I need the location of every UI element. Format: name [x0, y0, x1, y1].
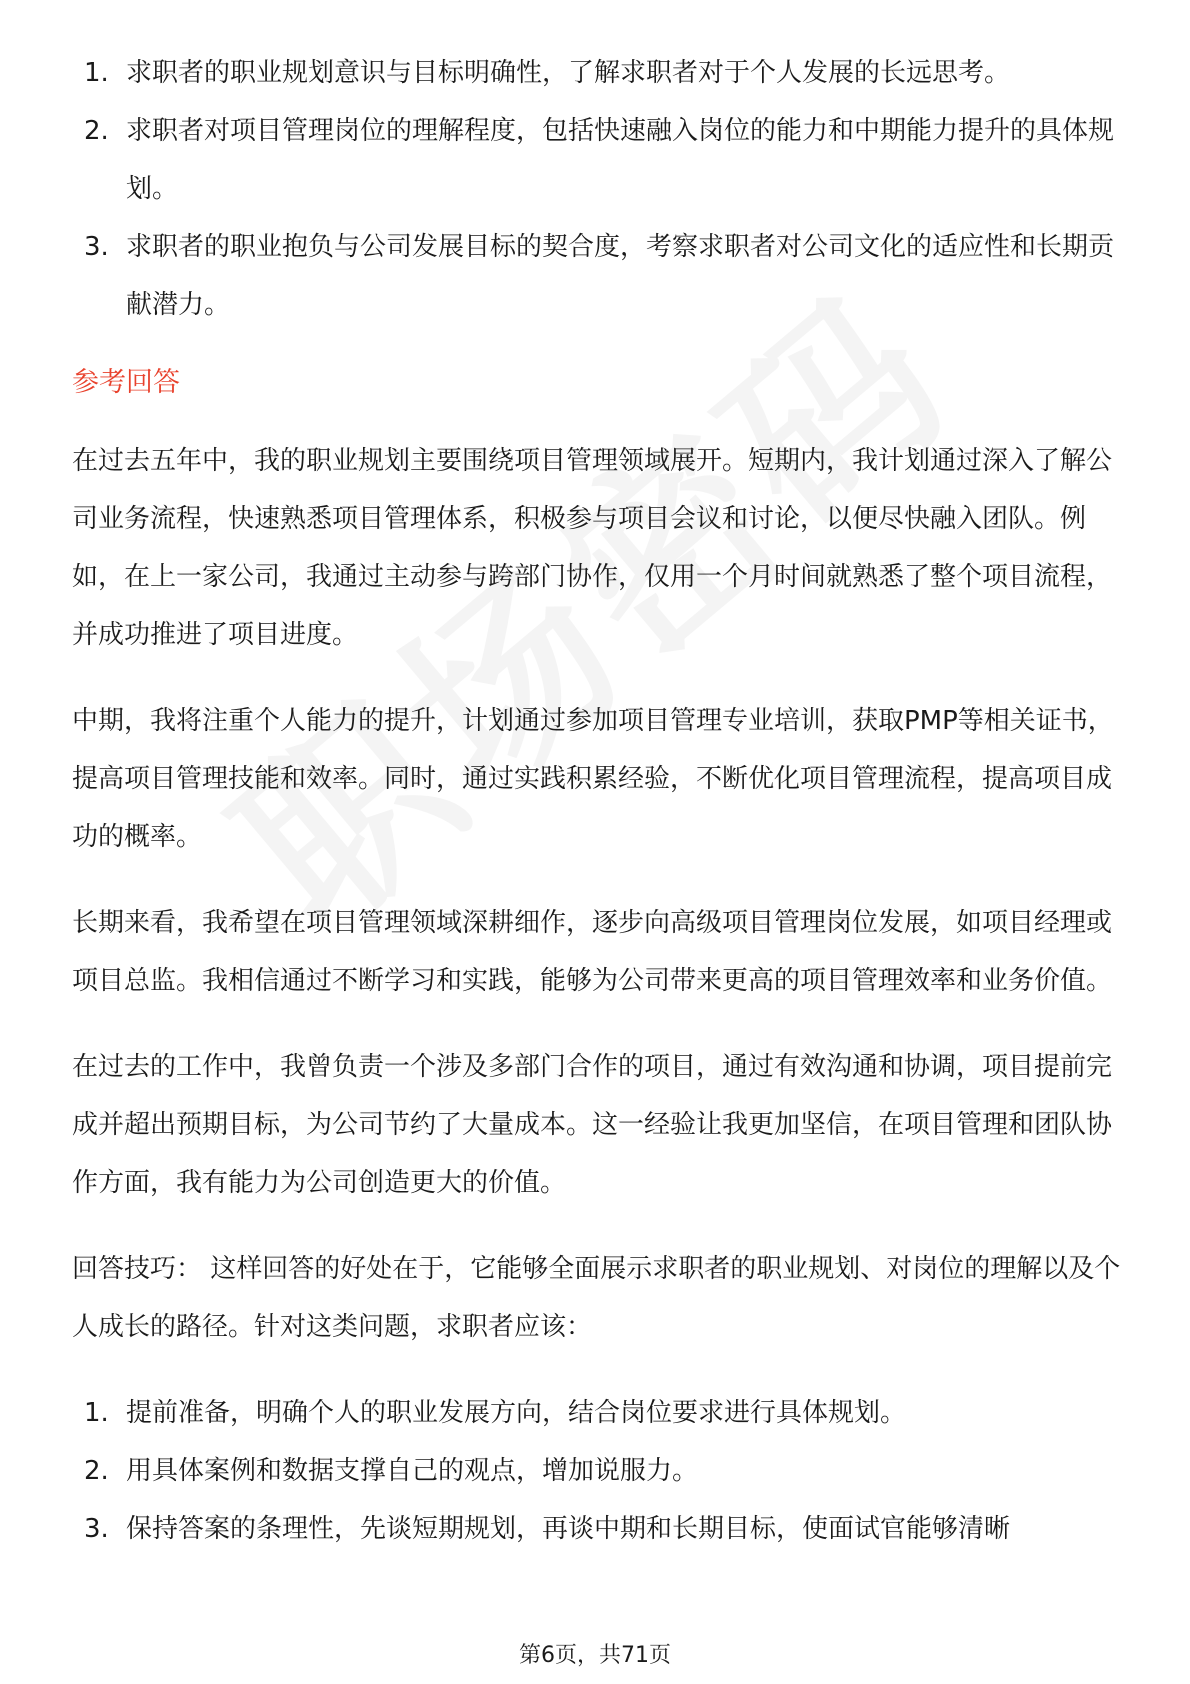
list-item [72, 102, 1122, 218]
list-item [72, 1384, 1122, 1442]
list-number: 2. [84, 116, 109, 146]
list-number: 1. [84, 1398, 109, 1428]
list-text: 求职者的职业抱负与公司发展目标的契合度，考察求职者对公司文化的适应性和长期贡献潜力。 [126, 232, 1115, 320]
answer-tips-paragraph: 回答技巧： 这样回答的好处在于，它能够全面展示求职者的职业规划、对岗位的理解以及个人成长的路径。针对这类问题，求职者应该： [72, 1254, 1121, 1342]
list-number: 2. [84, 1456, 109, 1486]
list-number: 3. [84, 1514, 109, 1544]
intro-list [72, 44, 1122, 334]
paragraph: 在过去的工作中，我曾负责一个涉及多部门合作的项目，通过有效沟通和协调，项目提前完成并超出预期目标，为公司节约了大量成本。这一经验让我更加坚信，在项目管理和团队协作方面，我有能力为公司创造更大的价值。 [72, 1052, 1113, 1198]
list-number: 3. [84, 232, 109, 262]
paragraph: 中期，我将注重个人能力的提升，计划通过参加项目管理专业培训，获取PMP等相关证书，提高项目管理技能和效率。同时，通过实践积累经验，不断优化项目管理流程，提高项目成功的概率。 [72, 706, 1114, 852]
list-number: 1. [84, 58, 109, 88]
tips-list [72, 1384, 1122, 1558]
list-text: 求职者的职业规划意识与目标明确性，了解求职者对于个人发展的长远思考。 [126, 58, 1011, 88]
paragraph: 在过去五年中，我的职业规划主要围绕项目管理领域展开。短期内，我计划通过深入了解公司业务流程，快速熟悉项目管理体系，积极参与项目会议和讨论，以便尽快融入团队。例如，在上一家公司，我通过主动参与跨部门协作，仅用一个月时间就熟悉了整个项目流程，并成功推进了项目进度。 [72, 446, 1113, 650]
list-text: 提前准备，明确个人的职业发展方向，结合岗位要求进行具体规划。 [126, 1398, 907, 1428]
list-text: 求职者对项目管理岗位的理解程度，包括快速融入岗位的能力和中期能力提升的具体规划。 [126, 116, 1115, 204]
page-number-footer: 第6页，共71页 [519, 1643, 671, 1668]
list-item [72, 1500, 1122, 1558]
list-text: 用具体案例和数据支撑自己的观点，增加说服力。 [126, 1456, 699, 1486]
list-item [72, 44, 1122, 102]
list-item [72, 1442, 1122, 1500]
answer-heading: 参考回答 [72, 367, 180, 398]
list-item [72, 218, 1122, 334]
page-content [72, 44, 1122, 1558]
paragraph: 长期来看，我希望在项目管理领域深耕细作，逐步向高级项目管理岗位发展，如项目经理或项目总监。我相信通过不断学习和实践，能够为公司带来更高的项目管理效率和业务价值。 [72, 908, 1113, 996]
list-text: 保持答案的条理性，先谈短期规划，再谈中期和长期目标，使面试官能够清晰 [126, 1514, 1011, 1544]
